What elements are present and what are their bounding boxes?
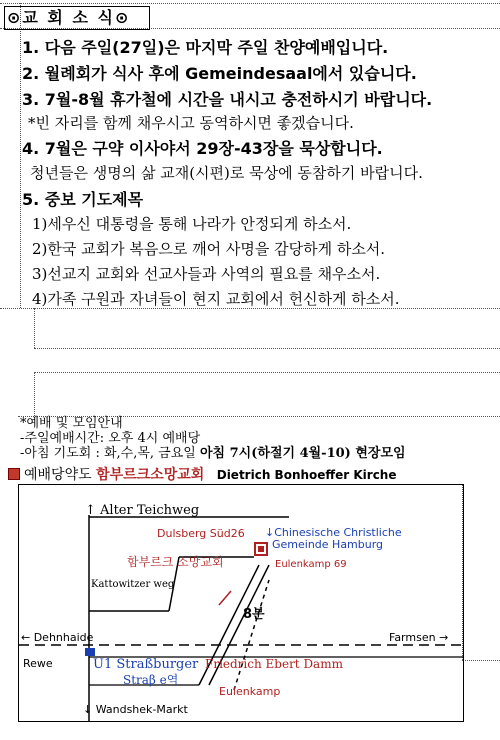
announcement-4-note: 청년들은 생명의 삶 교재(시편)로 묵상에 동참하기 바랍니다.: [30, 164, 423, 182]
label-u1-strassburger: U1 Straßburger: [93, 657, 199, 672]
red-square-icon: [8, 468, 20, 480]
map-heading-church: 함부르크소망교회: [96, 467, 205, 483]
announcement-3-note: *빈 자리를 함께 채우시고 동역하시면 좋겠습니다.: [28, 114, 354, 132]
announcement-1: 1. 다음 주일(27일)은 마지막 주일 찬양예배입니다.: [22, 38, 389, 57]
meeting-title: *예배 및 모임안내: [20, 416, 123, 431]
divider-top: [0, 3, 500, 4]
label-chinese-church: ↓Chinesische Christliche Gemeinde Hamburg: [265, 526, 402, 551]
map-heading: [8, 464, 397, 484]
announcement-2: 2. 월례회가 식사 후에 Gemeindesaal에서 있습니다.: [22, 64, 417, 83]
meeting-prayer-days: -아침 기도회 : 화,수,목, 금요일: [20, 446, 200, 461]
label-strasse-station: Straβ e역: [123, 673, 179, 687]
label-alter-teichweg: ↑ Alter Teichweg: [85, 503, 200, 518]
announcement-4: 4. 7월은 구약 이사야서 29장-43장을 묵상합니다.: [22, 139, 383, 158]
label-friedrich-ebert-damm: Friedrich Ebert Damm: [205, 657, 343, 671]
label-farmsen: Farmsen →: [389, 631, 449, 644]
map-heading-english: Dietrich Bonhoeffer Kirche: [216, 468, 397, 482]
label-8min: 8분: [243, 607, 265, 622]
prayer-item-4: 4)가족 구원과 자녀들이 현지 교회에서 헌신하게 하소서.: [32, 290, 400, 308]
announcements-title: ⊙교 회 소 식⊙: [4, 6, 150, 30]
prayer-item-2: 2)한국 교회가 복음으로 깨어 사명을 감당하게 하소서.: [32, 240, 386, 258]
map-heading-prefix: 예배당약도: [24, 467, 92, 483]
guide-mid: [34, 372, 35, 420]
guide-mid: [34, 308, 35, 348]
label-hope-church: 함부르크 소망교회: [127, 555, 224, 569]
label-kattowitzer: Kattowitzer weg: [91, 579, 175, 590]
label-eulenkamp: Eulenkamp: [219, 685, 281, 698]
label-dehnhaide: ← Dehnhaide: [21, 631, 94, 644]
label-dulsberg: Dulsberg Süd26: [157, 527, 245, 540]
meeting-service-time: -주일예배시간: 오후 4시 예배당: [20, 431, 201, 446]
prayer-item-1: 1)세우신 대통령을 통해 나라가 안정되게 하소서.: [32, 215, 352, 233]
meeting-prayer-time: 아침 7시(하절기 4월-10) 현장모임: [199, 446, 406, 461]
label-wandsbek-markt: ↓ Wandshek-Markt: [83, 703, 188, 716]
prayer-item-3: 3)선교지 교회와 선교사들과 사역의 필요를 채우소서.: [32, 265, 381, 283]
church-map: [18, 484, 464, 722]
label-rewe: Rewe: [23, 657, 53, 670]
label-eulenkamp-69: Eulenkamp 69: [275, 559, 347, 570]
announcement-5: 5. 중보 기도제목: [22, 190, 144, 209]
meeting-prayer: [20, 446, 406, 461]
guide-left: [20, 3, 21, 308]
divider-line: [462, 660, 500, 661]
divider-line: [34, 348, 500, 349]
divider-line: [34, 372, 500, 373]
announcement-3: 3. 7월-8월 휴가철에 시간을 내시고 충전하시기 바랍니다.: [22, 90, 433, 109]
